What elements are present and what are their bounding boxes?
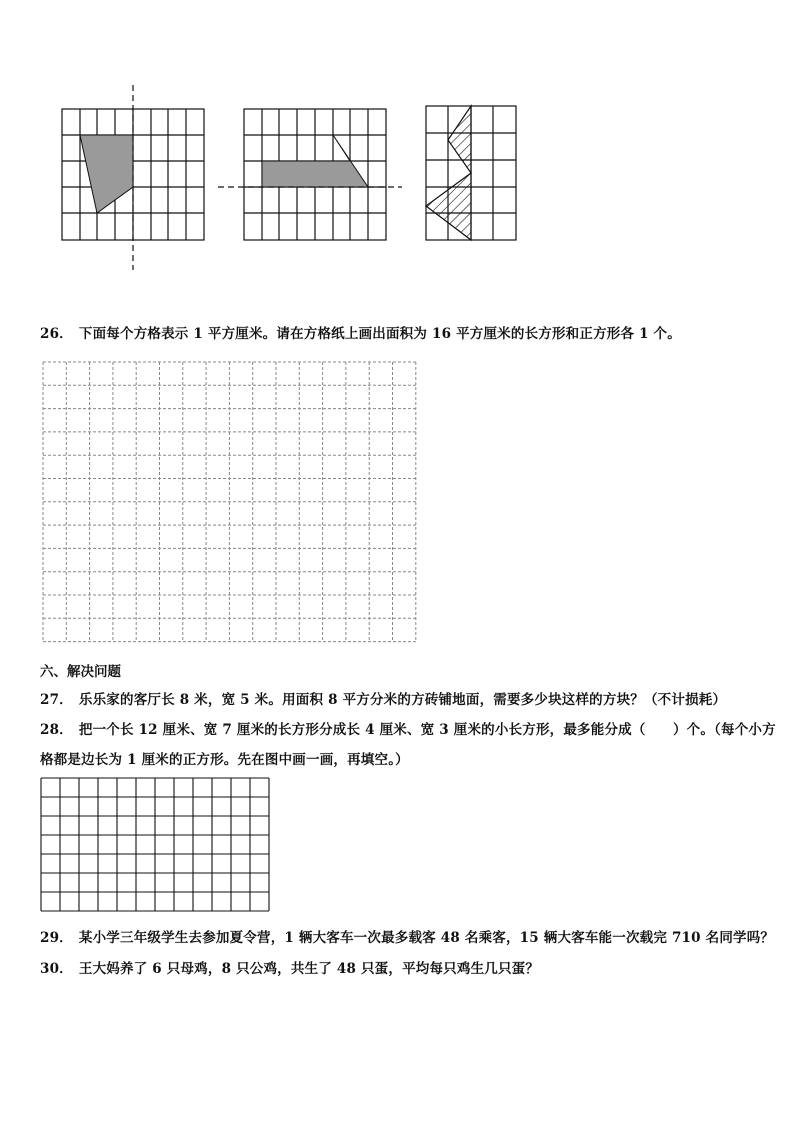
- dashed-grid-paper[interactable]: [42, 361, 418, 643]
- question-30-number: 30．: [40, 961, 73, 977]
- question-27-text: 乐乐家的客厅长 8 米，宽 5 米。用面积 8 平方分米的方砖铺地面，需要多少块这样的方块？（不计损耗）: [78, 692, 727, 708]
- question-30-text: 王大妈养了 6 只母鸡，8 只公鸡，共生了 48 只蛋，平均每只鸡生几只蛋？: [78, 961, 540, 977]
- question-29-text: 某小学三年级学生去参加夏令营，1 辆大客车一次最多载客 48 名乘客，15 辆大客车能一次载完 710 名同学吗？: [78, 930, 775, 946]
- question-29: [40, 926, 774, 946]
- question-28-line-1: 把一个长 12 厘米、宽 7 厘米的长方形分成长 4 厘米、宽 3 厘米的小长方形，最多能分成（ ）个。（每个小方: [78, 722, 776, 738]
- solid-grid-12x7[interactable]: [40, 777, 271, 913]
- question-28: [40, 718, 776, 738]
- figure-1-shaded-shape: [80, 135, 133, 213]
- question-27-number: 27．: [40, 692, 73, 708]
- question-26-number: 26．: [40, 326, 73, 342]
- question-26: [40, 322, 681, 342]
- question-28-number: 28．: [40, 722, 73, 738]
- question-26-text: 下面每个方格表示 1 平方厘米。请在方格纸上画出面积为 16 平方厘米的长方形和正方形各 1 个。: [78, 326, 681, 342]
- section-title: 六、解决问题: [40, 664, 121, 680]
- question-27: [40, 688, 726, 708]
- question-28-continued: [40, 748, 409, 768]
- question-29-number: 29．: [40, 930, 73, 946]
- question-30: [40, 957, 539, 977]
- question-28-line-2: 格都是边长为 1 厘米的正方形。先在图中画一画，再填空。）: [40, 752, 409, 768]
- symmetry-figures: [0, 85, 794, 275]
- figure-3-upper-triangle: [448, 106, 471, 173]
